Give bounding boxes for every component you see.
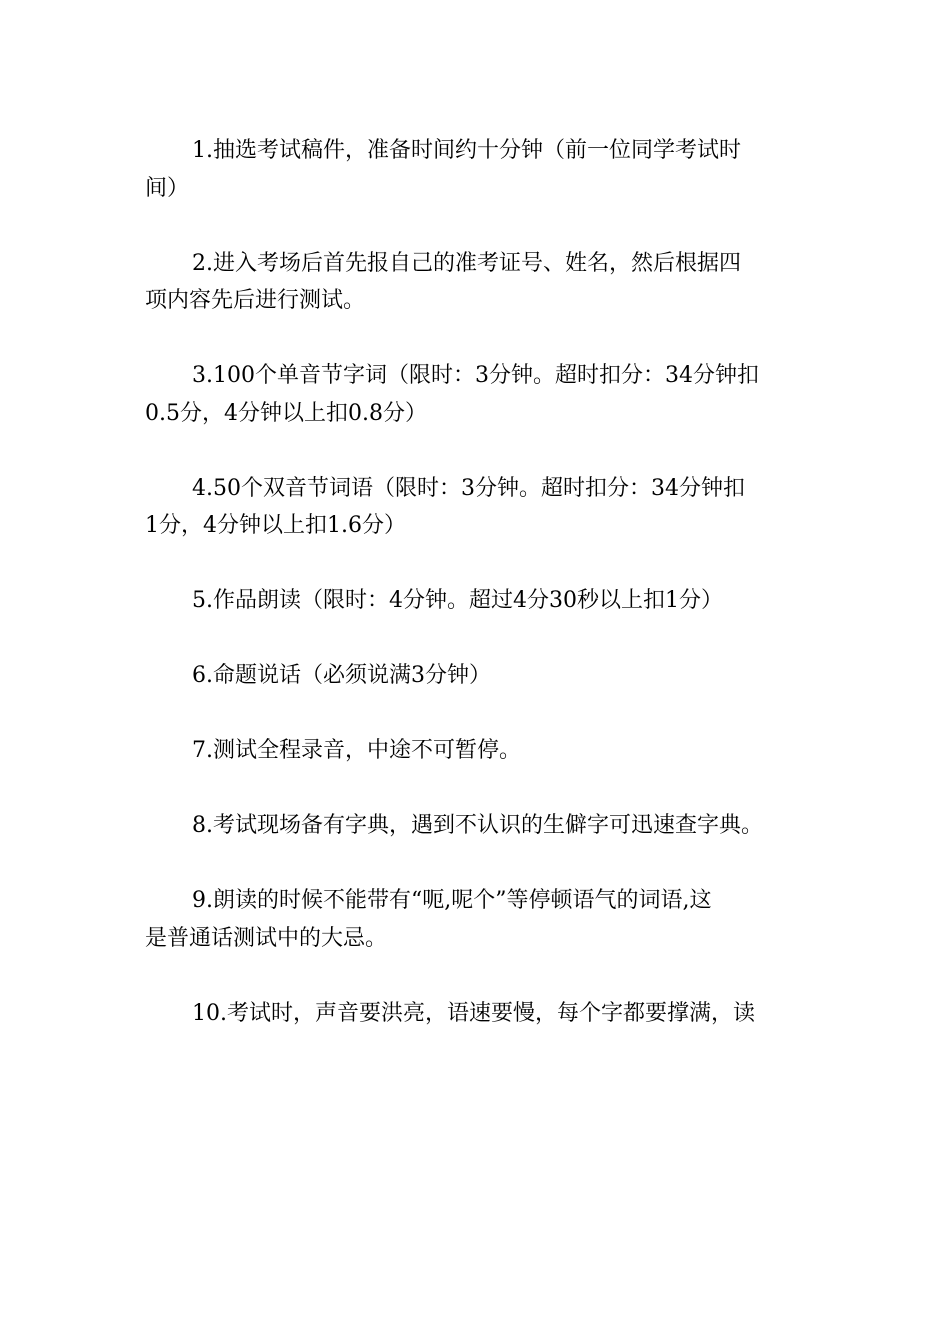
paragraph-5 [145, 582, 807, 620]
paragraph-1-line-2: 间） [145, 175, 190, 201]
paragraph-2-line-2: 项内容先后进行测试。 [145, 288, 366, 313]
paragraph-1 [145, 132, 807, 207]
paragraph-6 [145, 657, 807, 695]
paragraph-4-line-2: 1分，4分钟以上扣1.6分） [145, 513, 406, 538]
paragraph-4 [145, 470, 807, 545]
paragraph-5-line-1: 5.作品朗读（限时：4分钟。超过4分30秒以上扣1分） [192, 588, 723, 613]
paragraph-10-line-1: 10.考试时，声音要洪亮，语速要慢，每个字都要撑满，读 [192, 1000, 755, 1026]
paragraph-7-line-1: 7.测试全程录音，中途不可暂停。 [192, 738, 521, 763]
paragraph-8-line-1: 8.考试现场备有字典，遇到不认识的生僻字可迅速查字典。 [192, 813, 763, 838]
paragraph-7 [145, 732, 807, 770]
document-body [145, 132, 807, 1032]
paragraph-9-line-1: 9.朗读的时候不能带有“呃,呢个”等停顿语气的词语,这 [192, 888, 712, 913]
paragraph-10 [145, 995, 807, 1033]
paragraph-1-line-1: 1.抽选考试稿件，准备时间约十分钟（前一位同学考试时 [192, 138, 741, 163]
paragraph-4-line-1: 4.50个双音节词语（限时：3分钟。超时扣分：34分钟扣 [192, 475, 745, 501]
paragraph-8 [145, 807, 807, 845]
paragraph-2 [145, 245, 807, 320]
paragraph-9 [145, 882, 807, 957]
paragraph-6-line-1: 6.命题说话（必须说满3分钟） [192, 663, 491, 688]
paragraph-3-line-2: 0.5分，4分钟以上扣0.8分） [145, 400, 427, 426]
paragraph-9-line-2: 是普通话测试中的大忌。 [145, 925, 388, 951]
paragraph-3 [145, 357, 807, 432]
paragraph-3-line-1: 3.100个单音节字词（限时：3分钟。超时扣分：34分钟扣 [192, 363, 759, 388]
paragraph-2-line-1: 2.进入考场后首先报自己的准考证号、姓名，然后根据四 [192, 250, 741, 276]
